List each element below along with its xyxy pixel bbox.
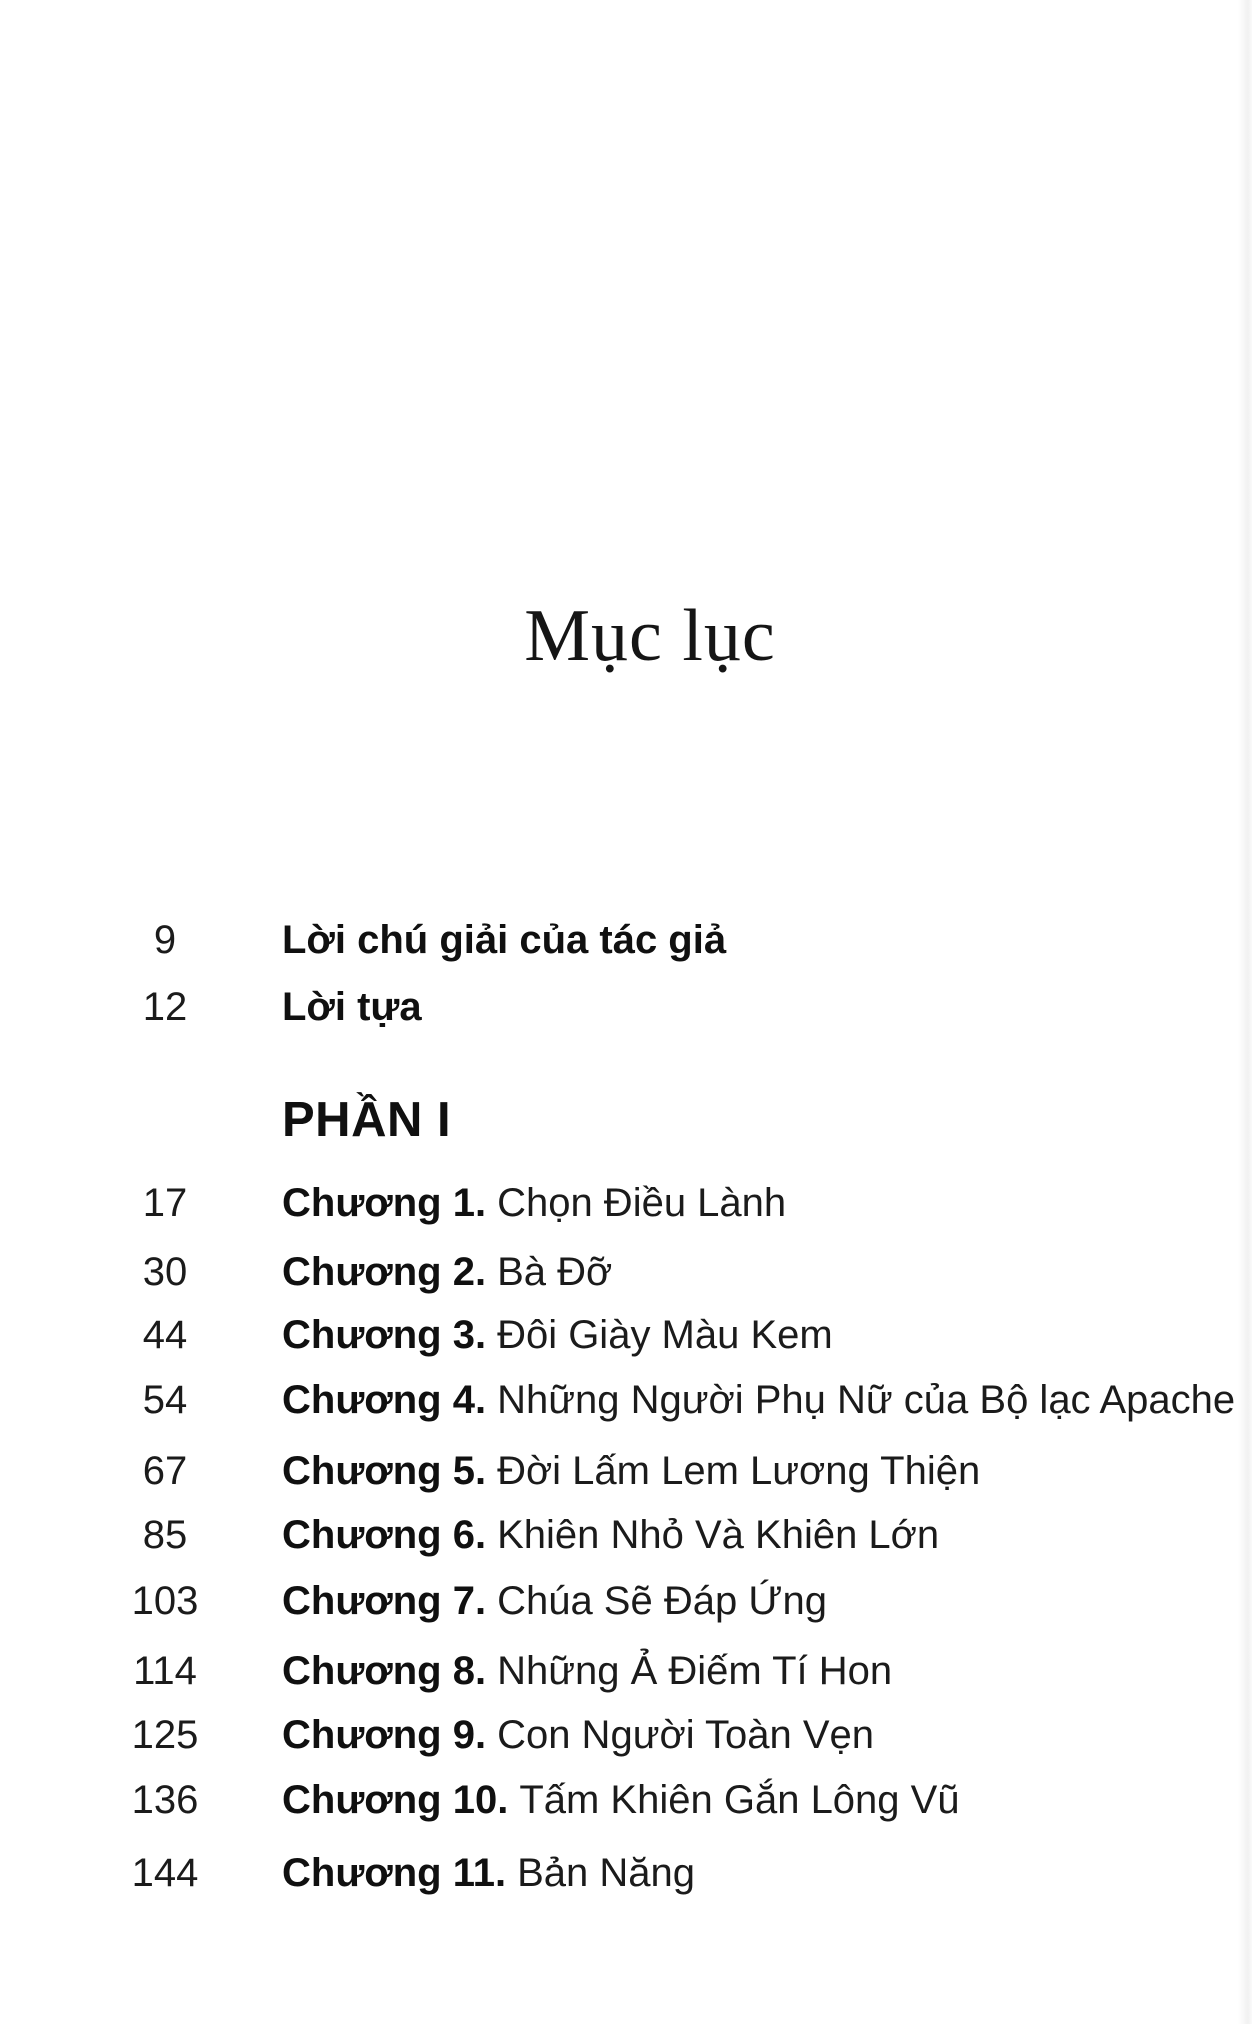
scan-page-edge — [1238, 0, 1252, 2024]
toc-entry-chapter — [100, 1849, 1150, 1897]
toc-entry-chapter — [100, 1511, 1150, 1559]
toc-entry-chapter — [100, 1447, 1150, 1495]
toc-entry-chapter — [100, 1711, 1150, 1759]
entry-label — [282, 1311, 833, 1359]
page-number: 30 — [142, 1250, 188, 1294]
chapter-prefix: Chương 3. — [282, 1313, 487, 1357]
page-number: 114 — [133, 1649, 197, 1693]
chapter-prefix: Chương 9. — [282, 1713, 487, 1757]
chapter-title: Bản Năng — [517, 1851, 696, 1895]
chapter-prefix: Chương 7. — [282, 1579, 487, 1623]
chapter-title: Con Người Toàn Vẹn — [497, 1713, 874, 1757]
entry-label: Lời chú giải của tác giả — [282, 918, 727, 962]
entry-label — [282, 1776, 960, 1824]
toc-entry-chapter — [100, 1179, 1150, 1227]
toc-entry-chapter — [100, 1376, 1236, 1424]
section-heading: PHẦN I — [282, 1093, 452, 1147]
entry-label — [282, 1849, 695, 1897]
entry-label — [282, 1376, 1235, 1424]
page-number: 103 — [131, 1579, 199, 1623]
page-number: 9 — [153, 918, 177, 962]
page-number: 12 — [142, 985, 188, 1029]
chapter-prefix: Chương 6. — [282, 1513, 487, 1557]
toc-entry-chapter — [100, 1577, 1150, 1625]
chapter-title: Những Người Phụ Nữ của Bộ lạc Apache — [497, 1378, 1236, 1422]
chapter-title: Những Ả Điếm Tí Hon — [497, 1649, 893, 1693]
entry-label — [282, 1179, 786, 1227]
chapter-prefix: Chương 1. — [282, 1181, 487, 1225]
toc-entry-chapter — [100, 1248, 1150, 1296]
toc-entry-front — [100, 983, 1150, 1031]
chapter-title: Chúa Sẽ Đáp Ứng — [497, 1579, 827, 1623]
entry-label — [282, 1577, 827, 1625]
chapter-title: Tấm Khiên Gắn Lông Vũ — [519, 1778, 960, 1822]
chapter-prefix: Chương 2. — [282, 1250, 487, 1294]
chapter-title: Bà Đỡ — [497, 1250, 613, 1294]
page-title: Mục lục — [524, 595, 776, 677]
entry-label — [282, 1447, 980, 1495]
chapter-prefix: Chương 11. — [282, 1851, 507, 1895]
page-number: 125 — [131, 1713, 199, 1757]
chapter-title: Đời Lấm Lem Lương Thiện — [497, 1449, 981, 1493]
toc-entry-chapter — [100, 1776, 1150, 1824]
chapter-prefix: Chương 5. — [282, 1449, 487, 1493]
chapter-title: Chọn Điều Lành — [497, 1181, 787, 1225]
entry-label — [282, 1248, 612, 1296]
chapter-prefix: Chương 4. — [282, 1378, 487, 1422]
page-number: 144 — [131, 1851, 199, 1895]
page-number: 44 — [142, 1313, 188, 1357]
toc-entry-front — [100, 916, 1150, 964]
toc-entry-chapter — [100, 1647, 1150, 1695]
page-number: 67 — [142, 1449, 188, 1493]
entry-label: Lời tựa — [282, 985, 422, 1029]
entry-label — [282, 1511, 939, 1559]
entry-label — [282, 1647, 892, 1695]
page-number: 54 — [142, 1378, 188, 1422]
chapter-prefix: Chương 8. — [282, 1649, 487, 1693]
entry-label — [282, 1711, 874, 1759]
chapter-title: Khiên Nhỏ Và Khiên Lớn — [497, 1513, 940, 1557]
page-number: 85 — [142, 1513, 188, 1557]
page-number: 17 — [142, 1181, 188, 1225]
chapter-prefix: Chương 10. — [282, 1778, 509, 1822]
toc-entry-chapter — [100, 1311, 1150, 1359]
page-number: 136 — [131, 1778, 199, 1822]
chapter-title: Đôi Giày Màu Kem — [497, 1313, 833, 1357]
